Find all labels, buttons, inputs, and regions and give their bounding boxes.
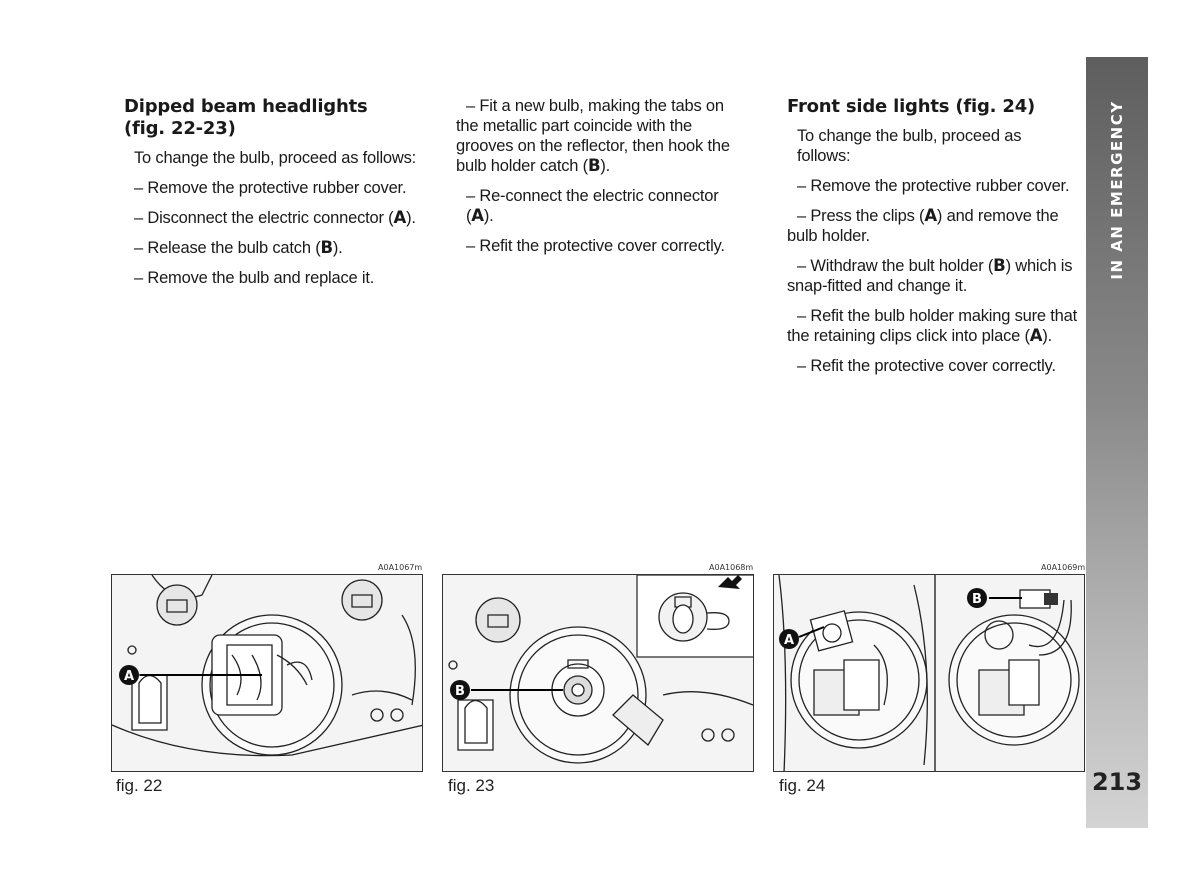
step-remove-bulb: – Remove the bulb and replace it. [134, 269, 375, 287]
page-number: 213 [1091, 768, 1143, 796]
intro-text: To change the bulb, proceed as follows: [134, 149, 417, 167]
step-disconnect-connector: – Disconnect the electric connector (A). [134, 208, 416, 227]
figure-code: A0A1069m [1041, 563, 1086, 572]
step-fit-new-bulb: – Fit a new bulb, making the tabs on the metallic part coincide with the grooves on the reflector, then hook the bulb holder catch (B). [456, 97, 730, 175]
figure-22-illustration [111, 574, 423, 772]
figure-23-illustration [442, 574, 754, 772]
section-heading-dipped-beam: Dipped beam headlights (fig. 22-23) [124, 96, 368, 139]
side-tab-label: IN AN EMERGENCY [1108, 100, 1126, 280]
step-refit-cover: – Refit the protective cover correctly. [797, 357, 1056, 375]
figure-code: A0A1068m [709, 563, 754, 572]
figure-24-illustration [773, 574, 1085, 772]
step-remove-cover: – Remove the protective rubber cover. [797, 177, 1070, 195]
step-press-clips: – Press the clips (A) and remove the bulb holder. [787, 206, 1059, 245]
callout-b-label: B [455, 684, 465, 699]
figure-caption: fig. 22 [116, 776, 163, 795]
step-refit-holder: – Refit the bulb holder making sure that the retaining clips click into place (A). [787, 307, 1078, 345]
step-remove-cover: – Remove the protective rubber cover. [134, 179, 407, 197]
section-heading-front-side-lights: Front side lights (fig. 24) [787, 96, 1036, 117]
step-refit-cover: – Refit the protective cover correctly. [466, 237, 725, 255]
callout-a-label: A [123, 669, 135, 684]
column-front-side-lights [787, 96, 1077, 386]
step-reconnect-connector: – Re-connect the electric connector (A). [466, 187, 719, 225]
step-withdraw-holder: – Withdraw the bult holder (B) which is snap-fitted and change it. [787, 256, 1073, 295]
figure-caption: fig. 23 [448, 776, 495, 795]
callout-a-label: A [783, 633, 795, 648]
intro-text: To change the bulb, proceed as follows: [797, 127, 1022, 165]
step-release-catch: – Release the bulb catch (B). [134, 238, 343, 257]
column-dipped-beam [124, 96, 420, 298]
figure-caption: fig. 24 [779, 776, 826, 795]
column-continued-steps [456, 96, 746, 266]
callout-b-label: B [972, 592, 982, 607]
figure-code: A0A1067m [378, 563, 423, 572]
